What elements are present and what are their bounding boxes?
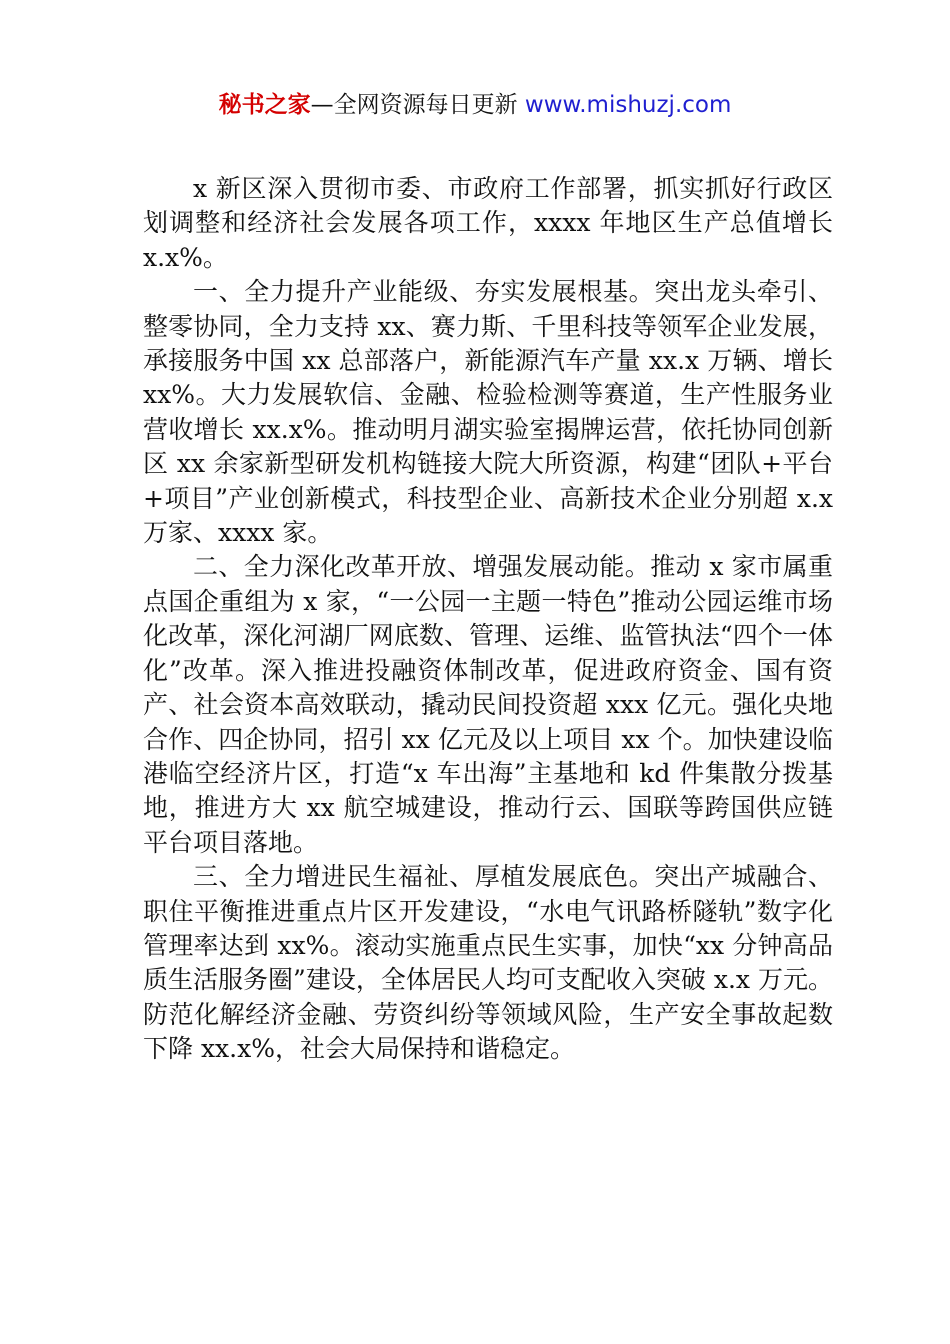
intro-paragraph: x 新区深入贯彻市委、市政府工作部署，抓实抓好行政区划调整和经济社会发展各项工作，xxxx 年地区生产总值增长 x.x%。 [143, 174, 833, 272]
brand-name: 秘书之家 [218, 92, 311, 118]
header-tagline: —全网资源每日更新 [310, 92, 525, 118]
site-url-link[interactable]: www.mishuzj.com [524, 92, 732, 118]
section-two-paragraph: 二、全力深化改革开放、增强发展动能。推动 x 家市属重点国企重组为 x 家，“一公园一主题一特色”推动公园运维市场化改革，深化河湖厂网底数、管理、运维、监管执法“四个一体化”改革。深入推进投融资体制改革，促进政府资金、国有资产、社会资本高效联动，撬动民间投资超 xxx 亿元。强化央地合作、四企协同，招引 xx 亿元及以上项目 xx 个。加快建设临港临空经济片区，打造“x 车出海”主基地和 kd 件集散分拨基地，推进方大 xx 航空城建设，推动行云、国联等跨国供应链平台项目落地。 [143, 552, 833, 857]
section-three-paragraph: 三、全力增进民生福祉、厚植发展底色。突出产城融合、职住平衡推进重点片区开发建设，“水电气讯路桥隧轨”数字化管理率达到 xx%。滚动实施重点民生实事，加快“xx 分钟高品质生活服务圈”建设，全体居民人均可支配收入突破 x.x 万元。防范化解经济金融、劳资纠纷等领域风险，生产安全事故起数下降 xx.x%，社会大局保持和谐稳定。 [143, 862, 833, 1064]
site-header [0, 88, 950, 122]
document-body [143, 172, 833, 1067]
section-one-paragraph: 一、全力提升产业能级、夯实发展根基。突出龙头牵引、整零协同，全力支持 xx、赛力斯、千里科技等领军企业发展，承接服务中国 xx 总部落户，新能源汽车产量 xx.x 万辆、增长 xx%。大力发展软信、金融、检验检测等赛道，生产性服务业营收增长 xx.x%。推动明月湖实验室揭牌运营，依托协同创新区 xx 余家新型研发机构链接大院大所资源，构建“团队+平台+项目”产业创新模式，科技型企业、高新技术企业分别超 x.x 万家、xxxx 家。 [143, 277, 833, 548]
